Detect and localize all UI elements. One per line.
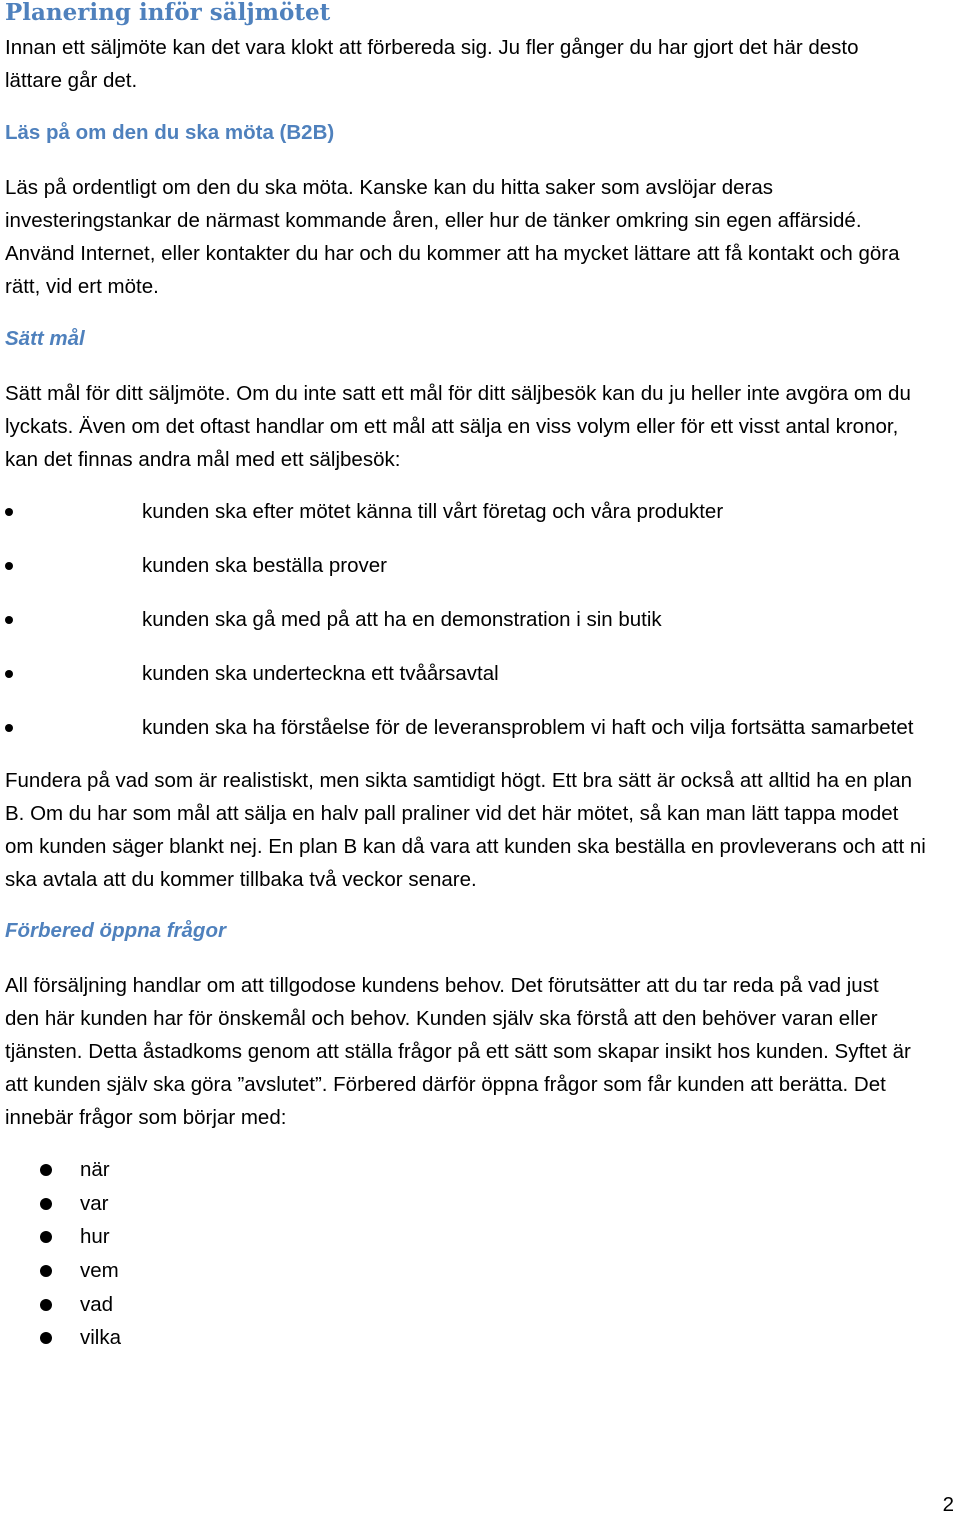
paragraph-line: lyckats. Även om det oftast handlar om ett mål att sälja en viss volym eller för ett visst antal kronor, [5, 415, 899, 438]
intro-line-2: lättare går det. [5, 69, 138, 92]
paragraph-line: att kunden själv ska göra ”avslutet”. Förbered därför öppna frågor som får kunden att berätta. Det [5, 1073, 886, 1096]
bullet-dot [5, 616, 13, 624]
paragraph-line: den här kunden har för önskemål och behov. Kunden själv ska förstå att den behöver varan eller [5, 1007, 878, 1030]
list-item: vem [80, 1259, 119, 1282]
section-heading-b2b: Läs på om den du ska möta (B2B) [5, 121, 335, 144]
bullet-dot [5, 724, 13, 732]
list-item: hur [80, 1225, 110, 1248]
list-item: kunden ska beställa prover [142, 554, 388, 577]
paragraph-line: rätt, vid ert möte. [5, 275, 159, 298]
paragraph-line: Sätt mål för ditt säljmöte. Om du inte satt ett mål för ditt säljbesök kan du ju heller inte avgöra om du [5, 382, 911, 405]
list-item: var [80, 1192, 109, 1215]
page-title: Planering inför säljmötet [5, 0, 331, 26]
paragraph-line: tjänsten. Detta åstadkoms genom att ställa frågor på ett sätt som skapar insikt hos kunden. Syftet är [5, 1040, 911, 1063]
paragraph-line: Läs på ordentligt om den du ska möta. Kanske kan du hitta saker som avslöjar deras [5, 176, 774, 199]
paragraph-line: kan det finnas andra mål med ett säljbesök: [5, 448, 401, 471]
intro-line-1: Innan ett säljmöte kan det vara klokt att förbereda sig. Ju fler gånger du har gjort det här desto [5, 36, 859, 59]
bullet-dot [40, 1198, 52, 1210]
paragraph-line: innebär frågor som börjar med: [5, 1106, 287, 1129]
section-heading-satt-mal: Sätt mål [5, 327, 85, 350]
bullet-dot [5, 670, 13, 678]
bullet-dot [40, 1299, 52, 1311]
paragraph-line: om kunden säger blankt nej. En plan B kan då vara att kunden ska beställa en provleverans och att ni [5, 835, 926, 858]
list-item: kunden ska gå med på att ha en demonstration i sin butik [142, 608, 662, 631]
bullet-dot [40, 1164, 52, 1176]
list-item: vad [80, 1293, 114, 1316]
paragraph-line: Fundera på vad som är realistiskt, men sikta samtidigt högt. Ett bra sätt är också att alltid ha en plan [5, 769, 912, 792]
section-heading-oppna-fragor: Förbered öppna frågor [5, 919, 226, 942]
paragraph-line: investeringstankar de närmast kommande åren, eller hur de tänker omkring sin egen affärsidé. [5, 209, 862, 232]
list-item: kunden ska underteckna ett tvåårsavtal [142, 662, 499, 685]
paragraph-line: All försäljning handlar om att tillgodose kundens behov. Det förutsätter att du tar reda på vad just [5, 974, 879, 997]
list-item: kunden ska ha förståelse för de leveransproblem vi haft och vilja fortsätta samarbetet [142, 716, 914, 739]
list-item: vilka [80, 1326, 122, 1349]
bullet-dot [5, 508, 13, 516]
bullet-dot [5, 562, 13, 570]
page-number: 2 [942, 1493, 954, 1516]
paragraph-line: Använd Internet, eller kontakter du har och du kommer att ha mycket lättare att få kontakt och göra [5, 242, 900, 265]
bullet-dot [40, 1231, 52, 1243]
paragraph-line: ska avtala att du kommer tillbaka två veckor senare. [5, 868, 477, 891]
list-item: kunden ska efter mötet känna till vårt företag och våra produkter [142, 500, 724, 523]
paragraph-line: B. Om du har som mål att sälja en halv pall praliner vid det här mötet, så kan man lätt tappa modet [5, 802, 899, 825]
bullet-dot [40, 1265, 52, 1277]
bullet-dot [40, 1332, 52, 1344]
list-item: när [80, 1158, 110, 1181]
